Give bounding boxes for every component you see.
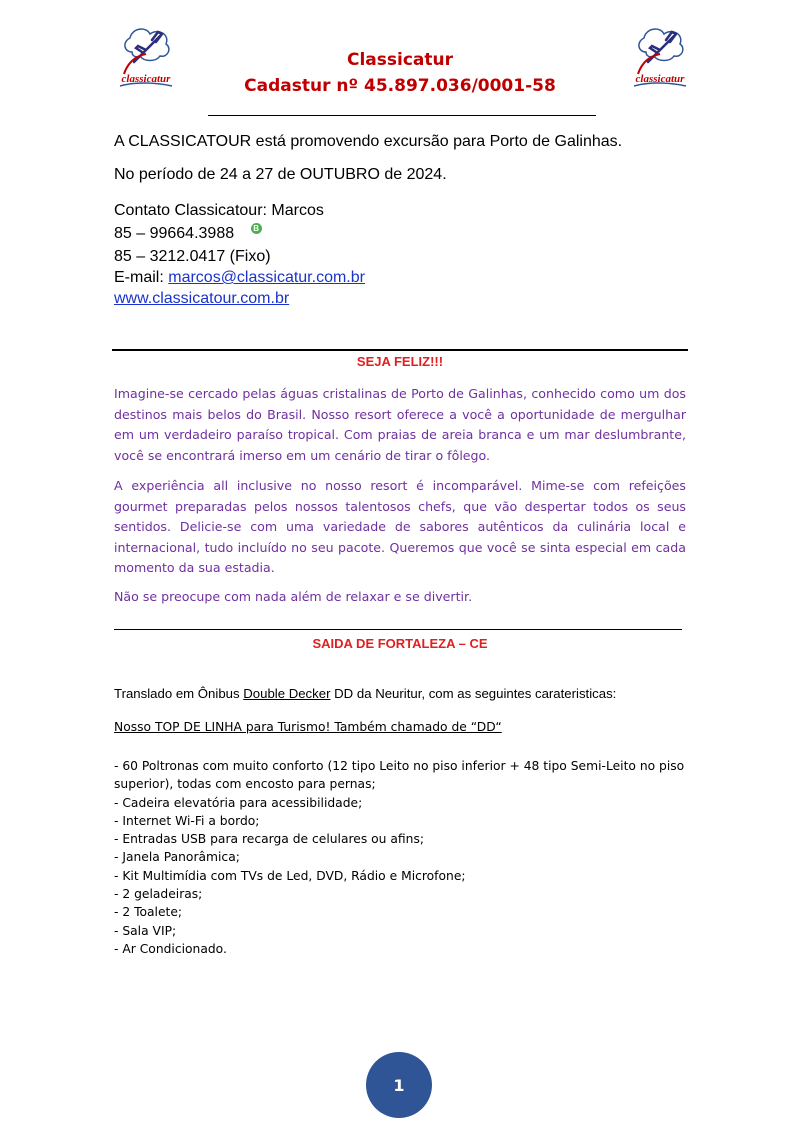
phone-mobile: 85 – 99664.3988 — [114, 225, 235, 242]
paragraph-2: A experiência all inclusive no nosso resort é incomparável. Mime-se com refeições gourmet preparadas pelos nossos talentosos chefs, que vão despertar todos os seus sentidos. Delicie-se com uma variedade de sabores autênticos da culinária local e internacional, tudo incluído no seu pacote. Queremos que você se sinta especial em cada momento da sua estadia. — [114, 478, 686, 575]
transfer-post: DD da Neuritur, com as seguintes carateristicas: — [330, 686, 617, 701]
feature-item: - 2 geladeiras; — [114, 887, 203, 902]
cadastur-number: Cadastur nº 45.897.036/0001-58 — [244, 76, 556, 96]
top-de-linha-line: Nosso TOP DE LINHA para Turismo! Também chamado de “DD“ — [114, 720, 502, 734]
contact-label: Contato Classicatour: Marcos — [114, 202, 324, 219]
paragraph-1: Imagine-se cercado pelas águas cristalinas de Porto de Galinhas, conhecido como um dos destinos mais belos do Brasil. Nosso resort oferece a você a oportunidade de mergulhar em um verdadeiro paraíso tropical. Com praias de areia branca e um mar deslumbrante, você se encontrará imerso em um cenário de tirar o fôlego. — [114, 386, 686, 463]
whatsapp-business-icon: B — [251, 223, 262, 234]
phone-fixed: 85 – 3212.0417 (Fixo) — [114, 248, 271, 265]
feature-item: - Janela Panorâmica; — [114, 850, 240, 865]
feature-item: - 60 Poltronas com muito conforto (12 tipo Leito no piso inferior + 48 tipo Semi-Leito no piso superior), todas com encosto para pernas; — [114, 759, 685, 792]
svg-text:classicatur: classicatur — [121, 73, 171, 85]
brand-title: Classicatur — [346, 50, 453, 70]
feature-item: - Cadeira elevatória para acessibilidade; — [114, 795, 363, 810]
intro-line-1: A CLASSICATOUR está promovendo excursão para Porto de Galinhas. — [114, 133, 623, 150]
feature-item: - Ar Condicionado. — [114, 941, 227, 956]
section-divider-thin — [114, 629, 682, 630]
section-divider-thick — [112, 349, 688, 351]
feature-item: - 2 Toalete; — [114, 905, 183, 920]
phone-mobile-row — [114, 225, 262, 243]
classicatur-logo-left — [110, 22, 182, 94]
transfer-pre: Translado em Ônibus — [114, 686, 244, 701]
website-link[interactable]: www.classicatour.com.br — [114, 290, 290, 307]
email-label: E-mail: — [114, 269, 169, 286]
feature-item: - Internet Wi-Fi a bordo; — [114, 813, 260, 828]
transfer-line — [114, 686, 616, 701]
classicatur-logo-right — [624, 22, 696, 94]
email-row — [114, 269, 365, 287]
paragraph-3: Não se preocupe com nada além de relaxar e se divertir. — [114, 589, 473, 604]
email-link[interactable]: marcos@classicatur.com.br — [168, 269, 365, 286]
intro-line-2: No período de 24 a 27 de OUTUBRO de 2024. — [114, 166, 447, 183]
feature-item: - Sala VIP; — [114, 923, 177, 938]
page-number-badge: 1 — [366, 1052, 432, 1118]
svg-text:classicatur: classicatur — [635, 73, 685, 85]
header-divider — [208, 115, 596, 116]
feature-item: - Entradas USB para recarga de celulares ou afins; — [114, 832, 424, 847]
features-list — [114, 757, 686, 958]
feature-item: - Kit Multimídia com TVs de Led, DVD, Rádio e Microfone; — [114, 868, 466, 883]
double-decker-text: Double Decker — [243, 686, 331, 701]
website-row — [114, 290, 289, 308]
section-title-saida: SAIDA DE FORTALEZA – CE — [312, 636, 488, 651]
section-title-seja-feliz: SEJA FELIZ!!! — [356, 354, 444, 369]
